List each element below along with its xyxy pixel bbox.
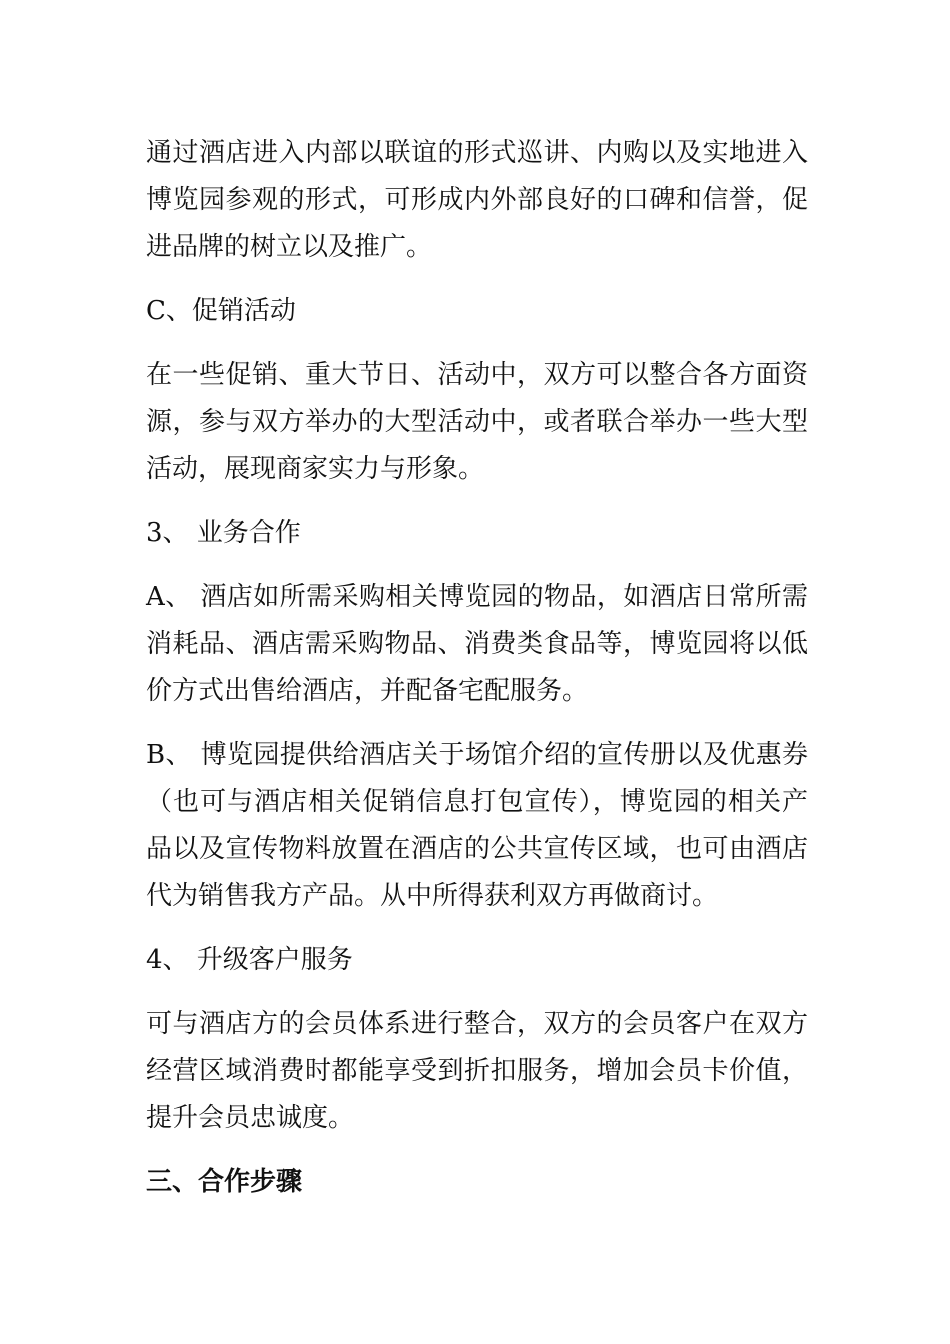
subheading-business-cooperation: 3、 业务合作 xyxy=(146,518,301,548)
paragraph-brand-promotion: 通过酒店进入内部以联谊的形式巡讲、内购以及实地进入博览园参观的形式，可形成内外部良好的口碑和信誉，促进品牌的树立以及推广。 xyxy=(146,138,808,262)
paragraph-member-integration: 可与酒店方的会员体系进行整合，双方的会员客户在双方经营区域消费时都能享受到折扣服务，增加会员卡价值，提升会员忠诚度。 xyxy=(146,1009,808,1133)
document-body xyxy=(146,130,808,1206)
paragraph-cooperation-b: B、 博览园提供给酒店关于场馆介绍的宣传册以及优惠券（也可与酒店相关促销信息打包宣传），博览园的相关产品以及宣传物料放置在酒店的公共宣传区域，也可由酒店代为销售我方产品。从中所得获利双方再做商讨。 xyxy=(146,740,808,911)
section-title-cooperation-steps: 三、合作步骤 xyxy=(146,1167,303,1197)
paragraph-promotion-activities: 在一些促销、重大节日、活动中，双方可以整合各方面资源，参与双方举办的大型活动中，或者联合举办一些大型活动，展现商家实力与形象。 xyxy=(146,360,808,484)
subheading-upgrade-customer-service: 4、 升级客户服务 xyxy=(146,945,353,975)
subheading-promotion-activities: C、促销活动 xyxy=(146,296,296,326)
paragraph-cooperation-a: A、 酒店如所需采购相关博览园的物品，如酒店日常所需消耗品、酒店需采购物品、消费类食品等，博览园将以低价方式出售给酒店，并配备宅配服务。 xyxy=(146,582,808,706)
